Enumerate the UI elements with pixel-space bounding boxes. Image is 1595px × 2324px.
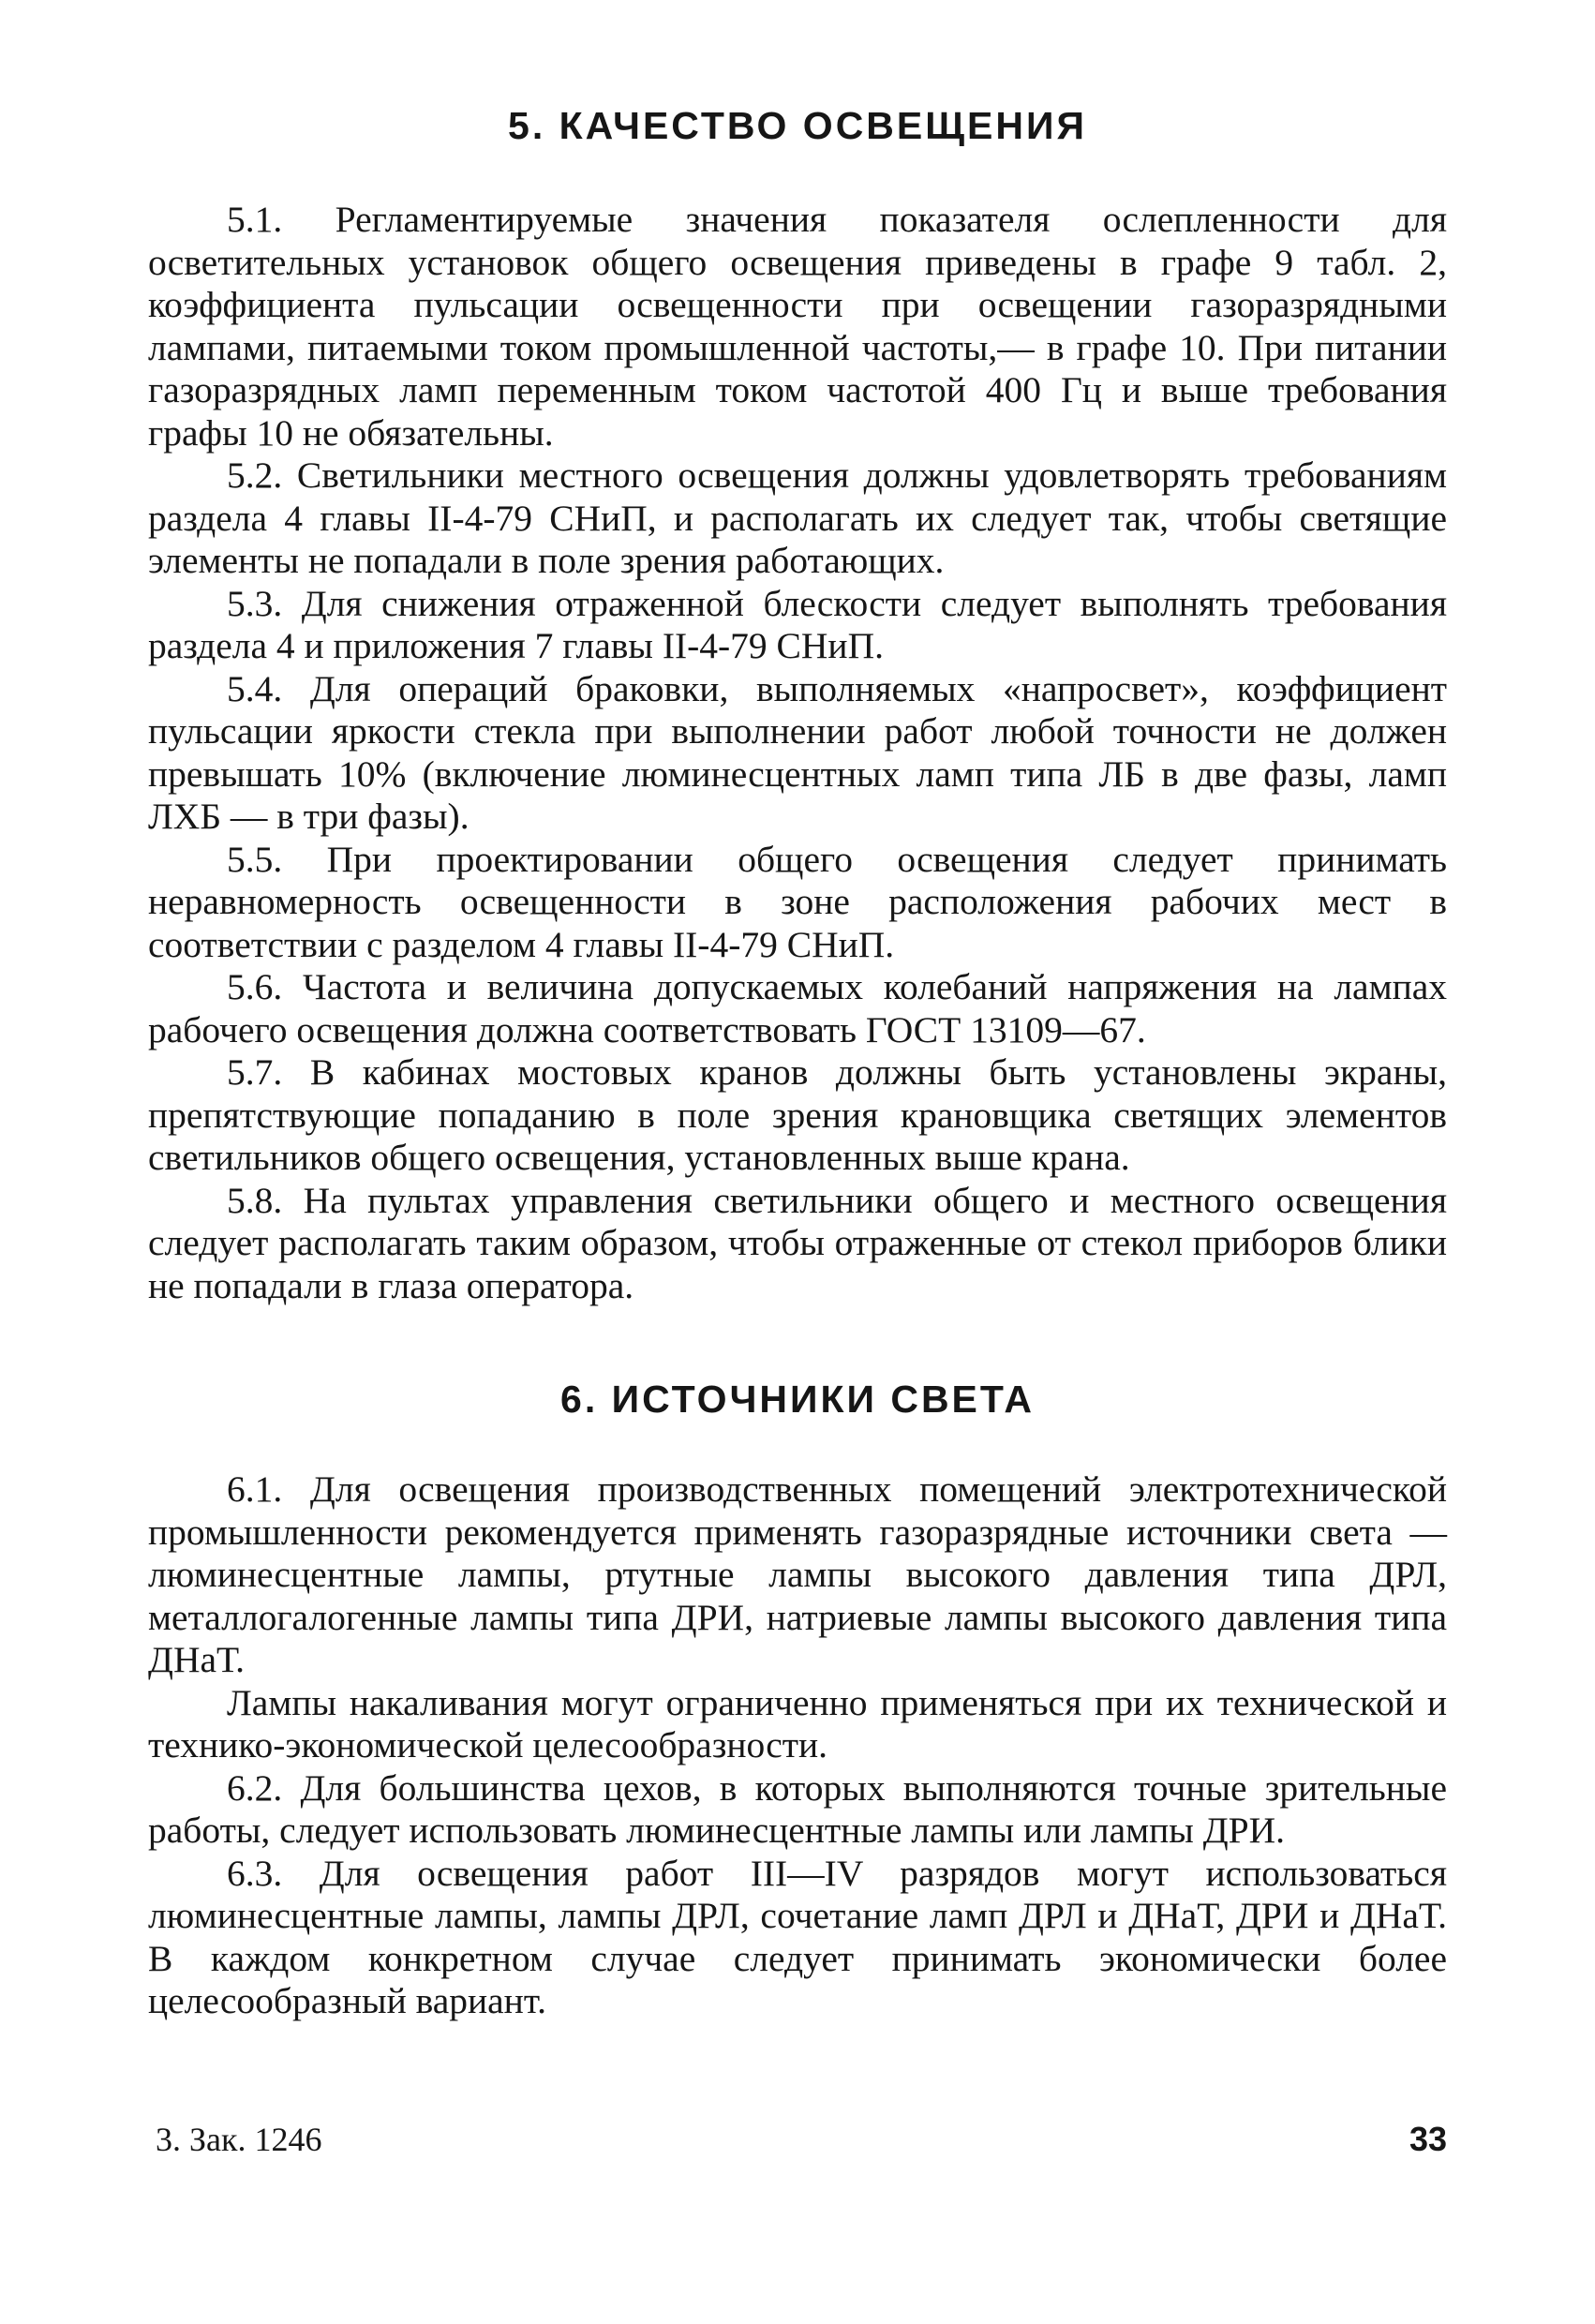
section-5-body — [148, 199, 1447, 1307]
paragraph-5-3: 5.3. Для снижения отраженной блескости следует выполнять требования раздела 4 и приложения 7 главы II-4-79 СНиП. — [148, 582, 1447, 666]
paragraph-5-7: 5.7. В кабинах мостовых кранов должны быть установлены экраны, препятствующие попаданию в поле зрения крановщика светящих элементов светильников общего освещения, установленных выше крана. — [148, 1051, 1447, 1178]
document-page — [148, 97, 1447, 2023]
paragraph-6-3: 6.3. Для освещения работ III—IV разрядов могут использоваться люминесцентные лампы, лампы ДРЛ, сочетание ламп ДРЛ и ДНаТ, ДРИ и ДНаТ. В каждом конкретном случае следует принимать экономически более целесообразный вариант. — [148, 1852, 1447, 2021]
paragraph-6-1-continued: Лампы накаливания могут ограниченно применяться при их технической и технико-экономической целесообразности. — [148, 1681, 1447, 1765]
section-title-5: 5. КАЧЕСТВО ОСВЕЩЕНИЯ — [508, 104, 1087, 147]
paragraph-5-8: 5.8. На пультах управления светильники общего и местного освещения следует располагать таким образом, чтобы отраженные от стекол приборов блики не попадали в глаза оператора. — [148, 1179, 1447, 1306]
paragraph-6-1: 6.1. Для освещения производственных помещений электротехнической промышленности рекомендуется применять газоразрядные источники света — люминесцентные лампы, ртутные лампы высокого давления типа ДРЛ, металлогалогенные лампы типа ДРИ, натриевые лампы высокого давления типа ДНаТ. — [148, 1468, 1447, 1680]
order-number: 3. Зак. 1246 — [156, 2121, 322, 2158]
paragraph-6-2: 6.2. Для большинства цехов, в которых выполняются точные зрительные работы, следует использовать люминесцентные лампы или лампы ДРИ. — [148, 1766, 1447, 1851]
paragraph-5-4: 5.4. Для операций браковки, выполняемых «напросвет», коэффициент пульсации яркости стекла при выполнении работ любой точности не должен превышать 10% (включение люминесцентных ламп типа ЛБ в две фазы, ламп ЛХБ — в три фазы). — [148, 667, 1447, 837]
paragraph-5-5: 5.5. При проектировании общего освещения следует принимать неравномерность освещенности в зоне расположения рабочих мест в соответствии с разделом 4 главы II-4-79 СНиП. — [148, 838, 1447, 965]
paragraph-5-6: 5.6. Частота и величина допускаемых колебаний напряжения на лампах рабочего освещения должна соответствовать ГОСТ 13109—67. — [148, 966, 1447, 1050]
paragraph-5-2: 5.2. Светильники местного освещения должны удовлетворять требованиям раздела 4 главы II-4-79 СНиП, и располагать их следует так, чтобы светящие элементы не попадали в поле зрения работающих. — [148, 454, 1447, 581]
paragraph-5-1: 5.1. Регламентируемые значения показателя ослепленности для осветительных установок общего освещения приведены в графе 9 табл. 2, коэффициента пульсации освещенности при освещении газоразрядными лампами, питаемыми током промышленной частоты,— в графе 10. При питании газоразрядных ламп переменным током частотой 400 Гц и выше требования графы 10 не обязательны. — [148, 199, 1447, 454]
page-number: 33 — [1409, 2120, 1447, 2158]
section-6-body — [148, 1468, 1447, 2023]
page-footer — [148, 2120, 1447, 2167]
section-title-6: 6. ИСТОЧНИКИ СВЕТА — [560, 1378, 1035, 1421]
